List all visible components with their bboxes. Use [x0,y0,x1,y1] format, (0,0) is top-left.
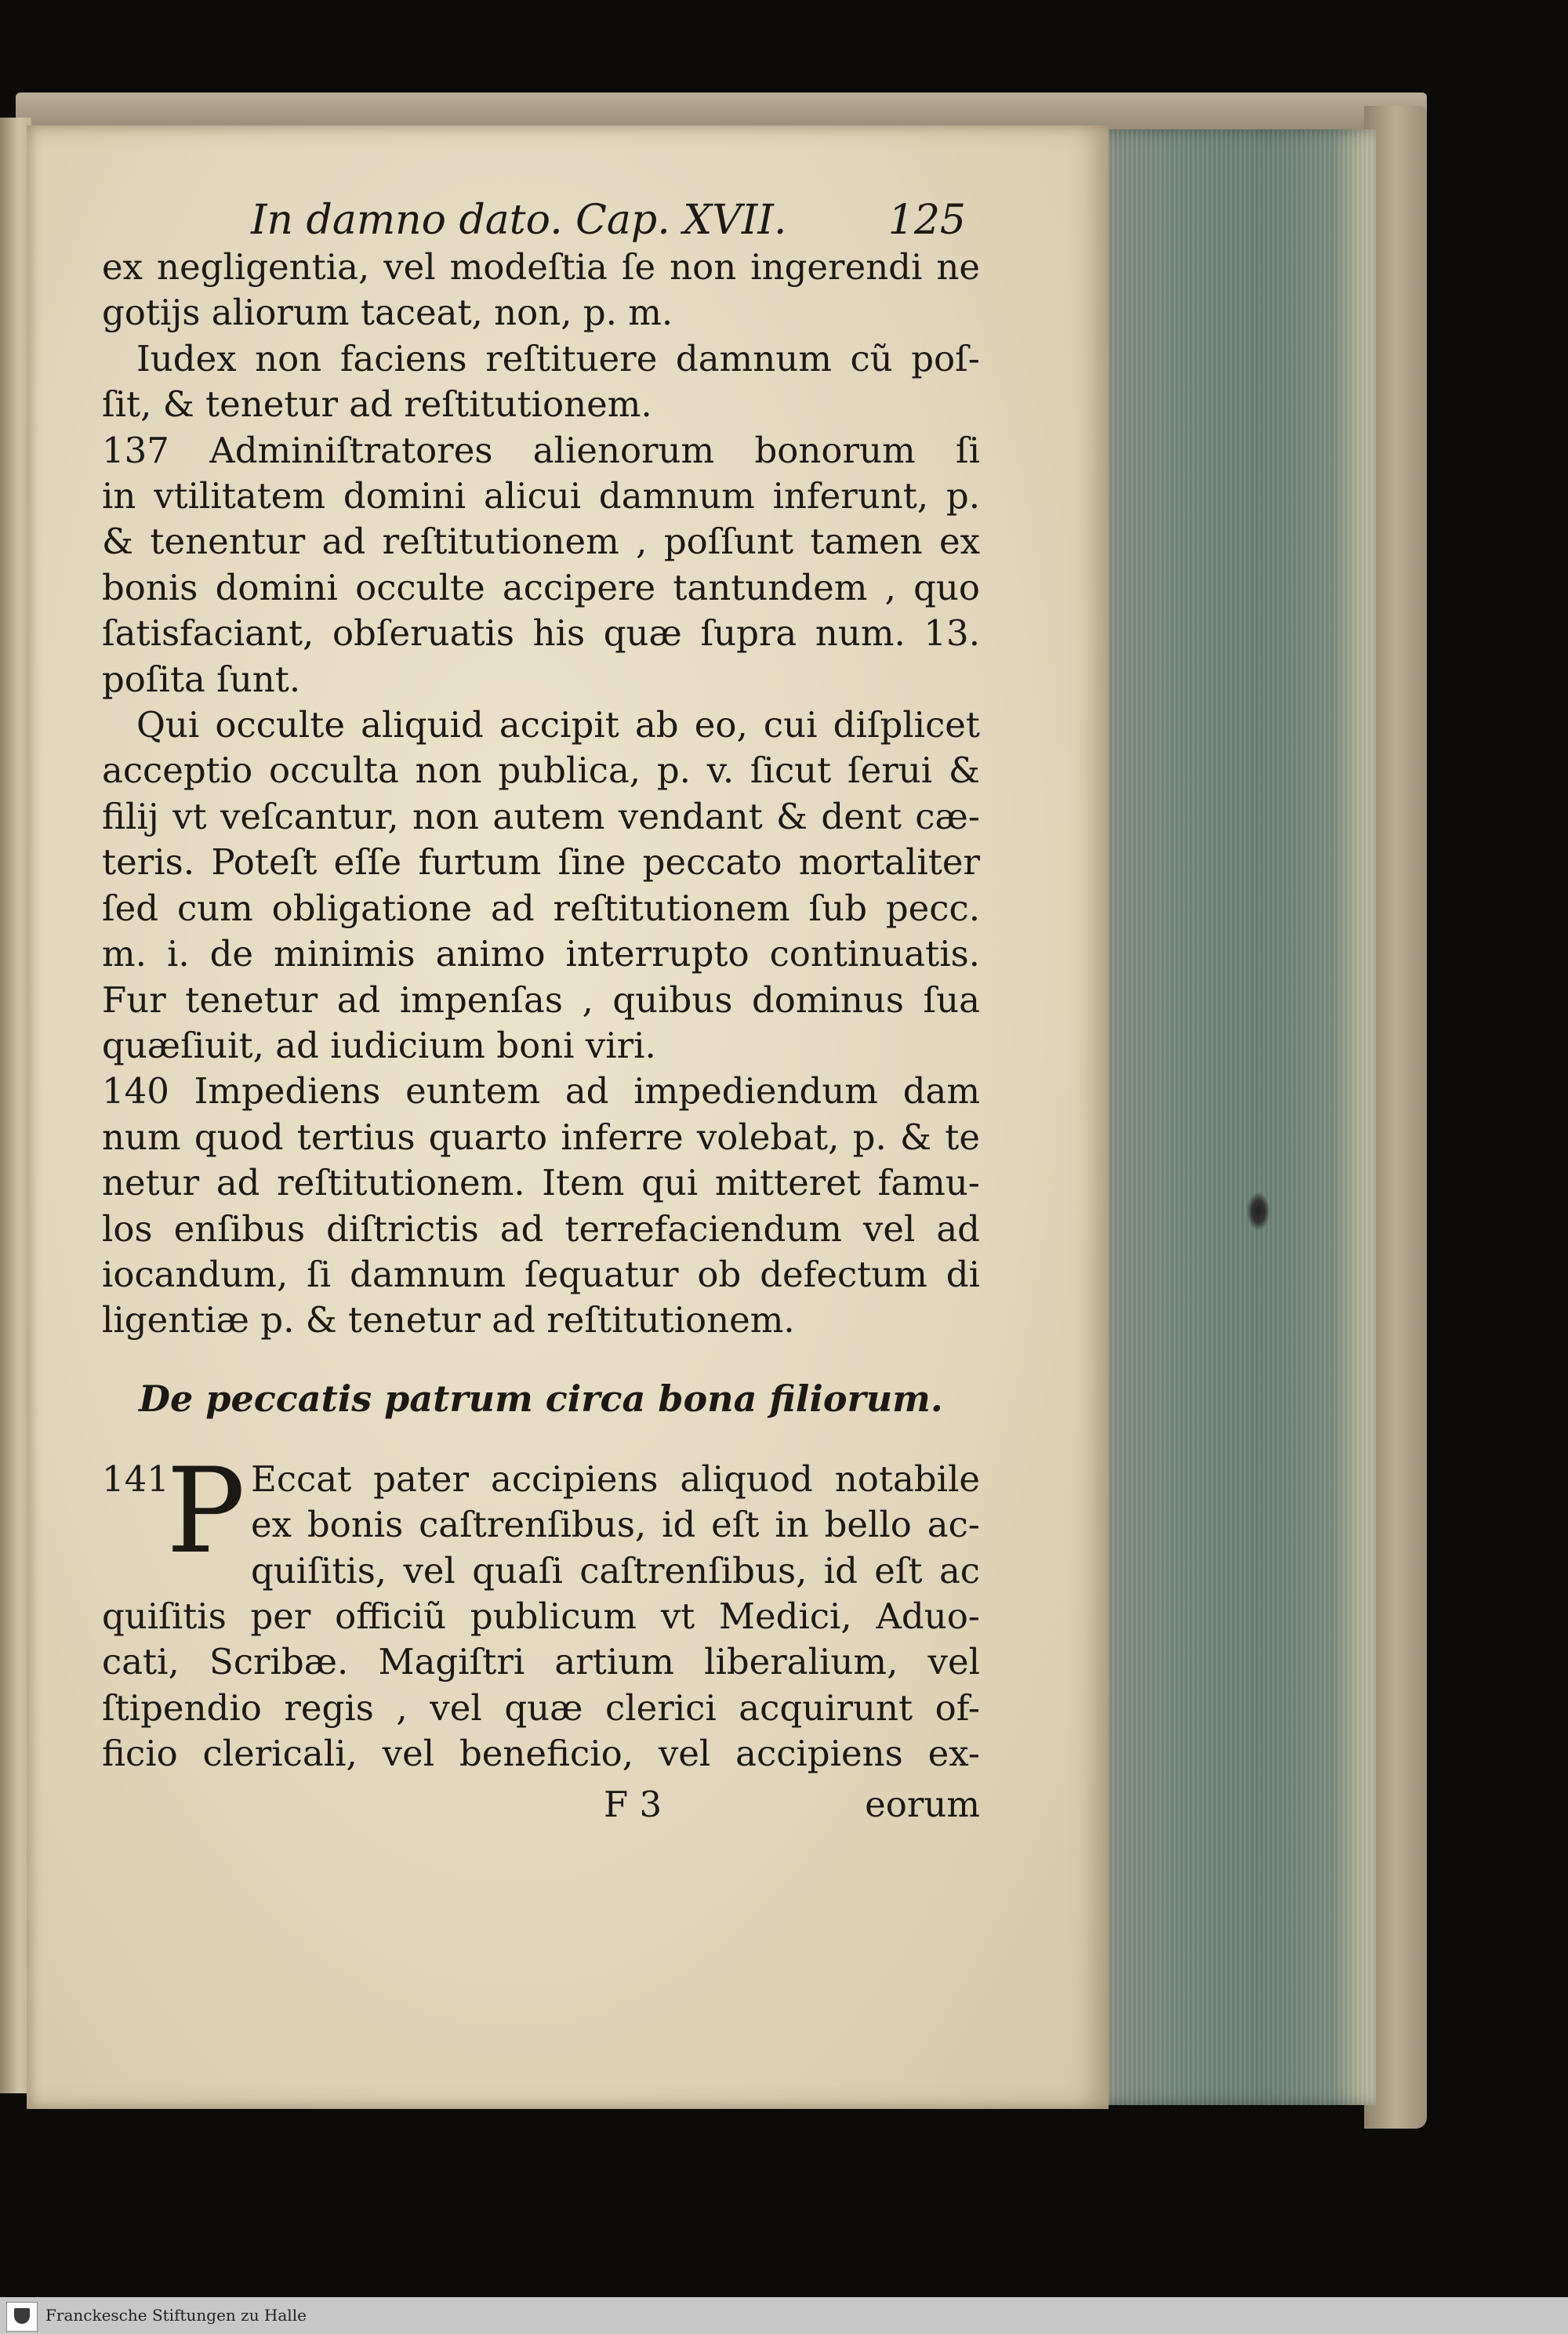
text-line: teris. Poteſt eſſe furtum ſine peccato mortaliter [102,841,980,884]
text-line: 137 Adminiſtratores alienorum bonorum ſi [102,429,980,471]
text-line: ex bonis caſtrenſibus, id eſt in bello ac- [251,1504,980,1546]
page-header [102,196,980,245]
page-footer [102,1782,980,1828]
page-text [102,196,980,1828]
library-footer-bar [0,2297,1568,2334]
fore-edge-stain [1247,1192,1270,1231]
paragraph-141 [102,1443,980,1777]
paragraph-140 [102,1069,980,1343]
text-line: in vtilitatem domini alicui damnum inferunt, p. [102,475,980,517]
paragraph-continuation [102,245,980,336]
text-line: netur ad reſtitutionem. Item qui mitteret famu- [102,1162,980,1204]
text-line: iocandum, ſi damnum ſequatur ob defectum di [102,1253,980,1295]
text-line: bonis domini occulte accipere tantundem , quo [102,566,980,608]
running-head: In damno dato. Cap. XVII. [251,197,787,244]
section-title: De peccatis patrum circa bona filiorum. [139,1377,943,1420]
page-block-fore-edge [1094,129,1376,2105]
text-line: ſtipendio regis , vel quæ clerici acquirunt of- [102,1686,980,1729]
text-line: Qui occulte aliquid accipit ab eo, cui diſplicet [136,704,980,746]
text-line: Fur tenetur ad impenſas , quibus dominus ſua [102,978,980,1021]
text-line: m. i. de minimis animo interrupto continuatis. [102,933,980,975]
text-line: poſita ſunt. [102,658,301,700]
text-line: & tenentur ad reſtitutionem , poſſunt tamen ex [102,521,980,563]
text-line: filij vt veſcantur, non autem vendant & dent cæ- [102,795,980,837]
paragraph-number: 141 [102,1457,169,1500]
text-line: ligentiæ p. & tenetur ad reſtitutionem. [102,1299,795,1341]
library-crest-icon [6,2302,38,2332]
text-line: Eccat pater accipiens aliquod notabile [251,1457,980,1500]
text-line: ficio clericali, vel beneficio, vel accipiens ex- [102,1733,980,1775]
text-line: 140 Impediens euntem ad impediendum dam [102,1070,980,1113]
text-line: ſit, & tenetur ad reſtitutionem. [102,383,652,426]
text-line: Iudex non faciens reſtituere damnum cũ poſ- [136,337,980,379]
paragraph-iudex [102,336,980,428]
text-line: ſed cum obligatione ad reſtitutionem ſub pecc. [102,887,980,929]
text-line: num quod tertius quarto inferre volebat, p. & te [102,1116,980,1158]
drop-cap: P [166,1443,245,1580]
text-line: quiſitis per officiũ publicum vt Medici, Aduo- [102,1595,980,1637]
text-line: quæſiuit, ad iudicium boni viri. [102,1024,656,1066]
text-line: quiſitis, vel quaſi caſtrenſibus, id eſt ac [251,1549,980,1592]
paragraph-137 [102,428,980,702]
text-line: acceptio occulta non publica, p. v. ſicut ſerui & [102,750,980,792]
text-line: gotijs aliorum taceat, non, p. m. [102,292,673,334]
paragraph-occulte [102,702,980,1069]
catchword: eorum [865,1783,980,1825]
text-line: ſatisfaciant, obſeruatis his quæ ſupra num. 13. [102,612,980,655]
signature-mark: F 3 [604,1783,662,1825]
text-line: ex negligentia, vel modeſtia ſe non ingerendi ne [102,246,980,288]
text-line: los enſibus diſtrictis ad terrefaciendum vel ad [102,1207,980,1250]
library-name: Franckesche Stiftungen zu Halle [45,2306,307,2325]
page-number: 125 [887,197,966,244]
text-line: cati, Scribæ. Magiſtri artium liberalium, vel [102,1641,980,1683]
